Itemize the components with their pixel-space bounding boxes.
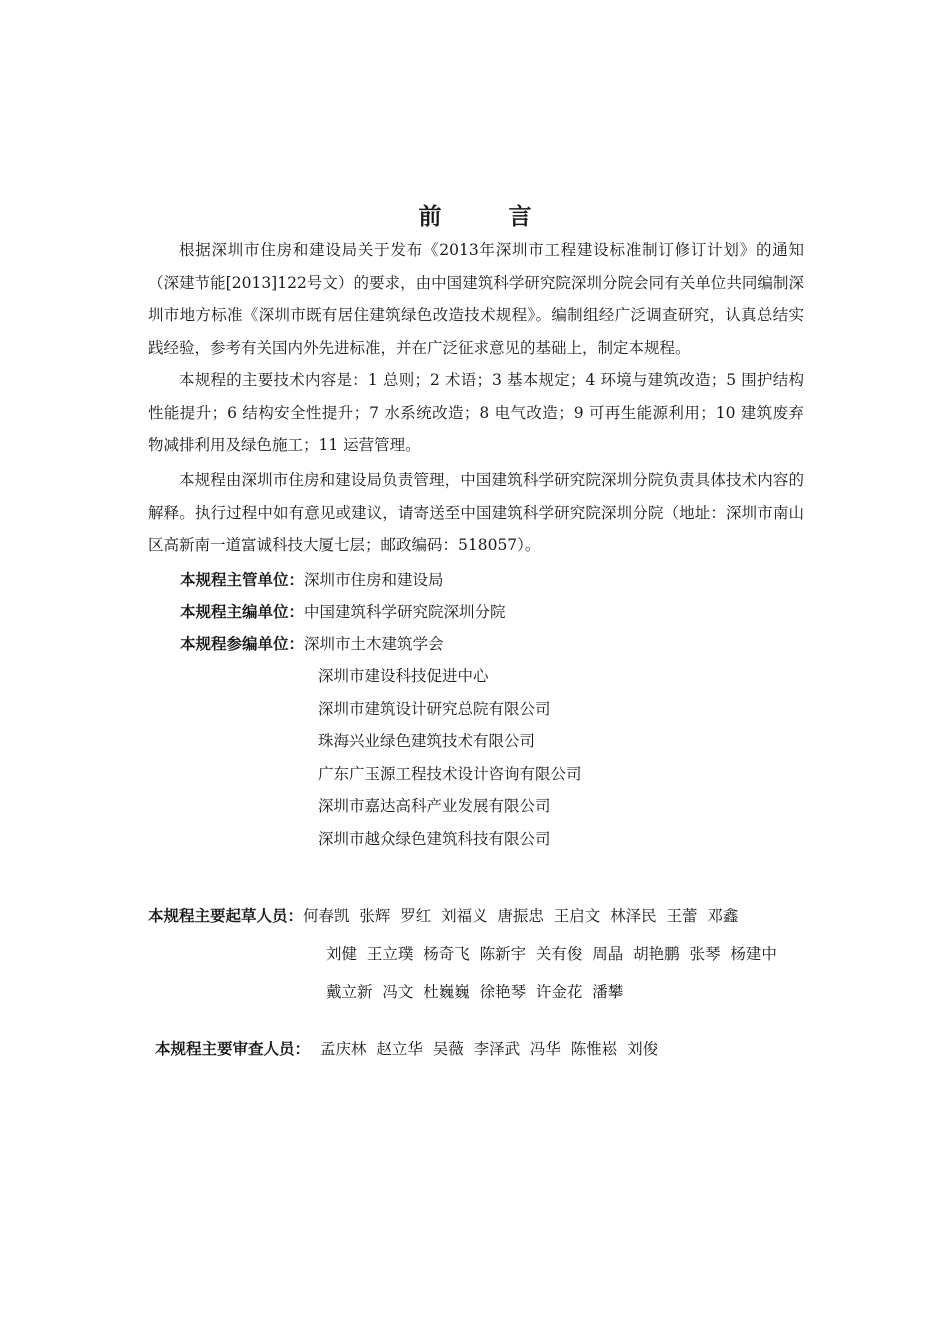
chief-editor-unit-label: 本规程主编单位： xyxy=(180,603,305,621)
chief-editor-unit-value: 中国建筑科学研究院深圳分院 xyxy=(304,603,506,621)
drafters-names: 何春凯 张辉 罗红 刘福义 唐振忠 王启文 林泽民 王蕾 邓鑫 xyxy=(303,907,739,925)
page-title: 前 言 xyxy=(418,204,554,230)
reviewers-label: 本规程主要审查人员： xyxy=(155,1040,311,1058)
drafters-line: 刘健 王立璞 杨奇飞 陈新宇 关有俊 周晶 胡艳鹏 张琴 杨建中 xyxy=(326,945,777,963)
drafters-line xyxy=(148,897,777,935)
participant-unit-item: 珠海兴业绿色建筑技术有限公司 xyxy=(318,732,536,750)
participant-unit-item: 深圳市建筑设计研究总院有限公司 xyxy=(318,699,551,718)
supervisor-unit-value: 深圳市住房和建设局 xyxy=(304,571,444,589)
participant-unit-item: 深圳市土木建筑学会 xyxy=(304,635,444,653)
chief-editor-unit-row xyxy=(180,596,506,629)
preface-paragraph-1: 根据深圳市住房和建设局关于发布《2013年深圳市工程建设标准制订修订计划》的通知（深建节能[2013]122号文）的要求，由中国建筑科学研究院深圳分院会同有关单位共同编制深圳市地方标准《深圳市既有居住建筑绿色改造技术规程》。编制组经广泛调查研究，认真总结实践经验，参考有关国内外先进标准，并在广泛征求意见的基础上，制定本规程。 xyxy=(148,241,804,357)
reviewers-block xyxy=(155,1033,658,1065)
preface-paragraph-3: 本规程由深圳市住房和建设局负责管理，中国建筑科学研究院深圳分院负责具体技术内容的解释。执行过程中如有意见或建议，请寄送至中国建筑科学研究院深圳分院（地址：深圳市南山区高新南一道富诚科技大厦七层；邮政编码：518057）。 xyxy=(148,471,804,554)
drafters-line: 戴立新 冯文 杜巍巍 徐艳琴 许金花 潘攀 xyxy=(326,983,624,1001)
participant-unit-item: 深圳市建设科技促进中心 xyxy=(318,667,489,685)
drafters-label: 本规程主要起草人员： xyxy=(148,907,304,925)
participant-units-row xyxy=(180,628,444,661)
supervisor-unit-label: 本规程主管单位： xyxy=(180,571,305,589)
preface-paragraph-2: 本规程的主要技术内容是：1 总则；2 术语；3 基本规定；4 环境与建筑改造；5 围护结构性能提升；6 结构安全性提升；7 水系统改造；8 电气改造；9 可再生能源利用；10 建筑废弃物减排利用及绿色施工；11 运营管理。 xyxy=(148,371,804,454)
participant-units-list xyxy=(318,660,582,855)
participant-units-label: 本规程参编单位： xyxy=(180,635,305,653)
participant-unit-item: 深圳市越众绿色建筑科技有限公司 xyxy=(318,829,551,848)
participant-unit-item: 广东广玉源工程技术设计咨询有限公司 xyxy=(318,764,582,783)
drafters-block xyxy=(148,897,777,1011)
supervisor-unit-row xyxy=(180,564,444,597)
reviewers-names: 孟庆林 赵立华 吴薇 李泽武 冯华 陈惟崧 刘俊 xyxy=(320,1040,659,1058)
participant-unit-item: 深圳市嘉达高科产业发展有限公司 xyxy=(318,797,551,815)
